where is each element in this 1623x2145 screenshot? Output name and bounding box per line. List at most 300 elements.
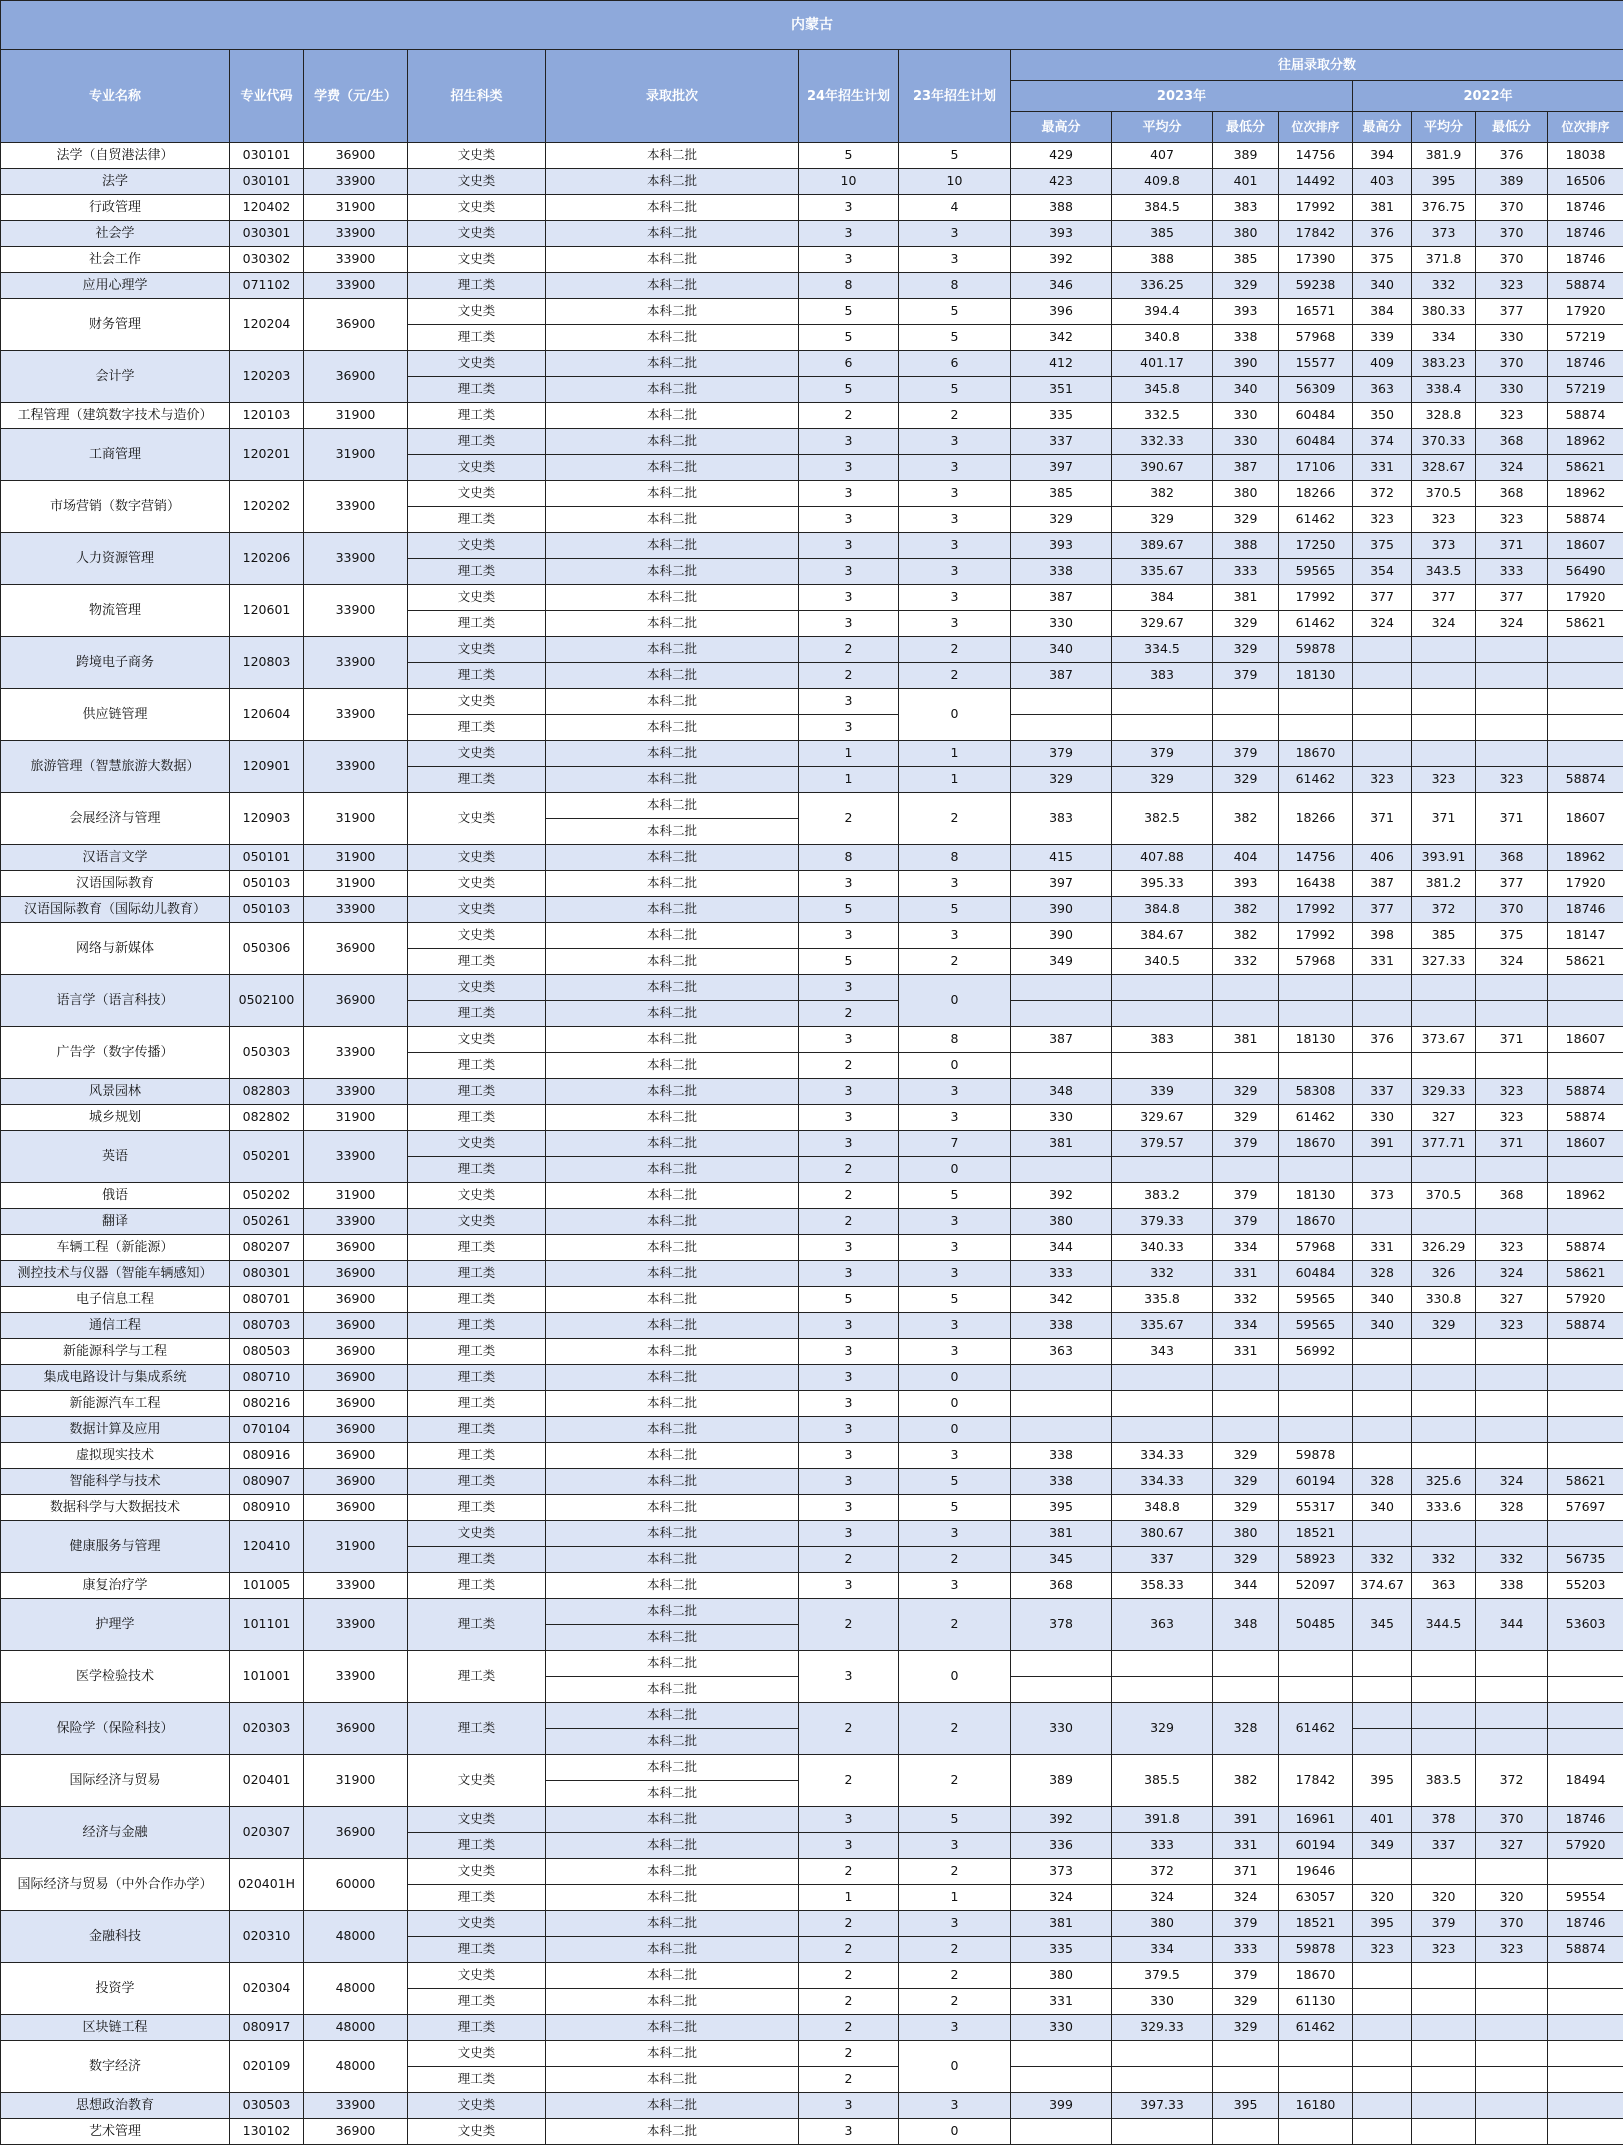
cell-2022-max [1353,1703,1412,1729]
cell-batch: 本科二批 [546,1469,799,1495]
cell-2022-min: 371 [1476,533,1548,559]
cell-2022-max: 372 [1353,481,1412,507]
cell-plan23: 0 [899,2119,1011,2145]
cell-plan24: 3 [799,871,899,897]
cell-batch: 本科二批 [546,1365,799,1391]
cell-plan23: 5 [899,1183,1011,1209]
cell-2023-rank: 61130 [1279,1989,1353,2015]
cell-plan24: 3 [799,1261,899,1287]
cell-2022-max: 339 [1353,325,1412,351]
cell-2023-max: 338 [1011,1313,1112,1339]
cell-2023-max: 396 [1011,299,1112,325]
cell-plan24: 3 [799,1651,899,1703]
cell-plan23: 3 [899,1313,1011,1339]
cell-fee: 36900 [304,2119,408,2145]
cell-2023-min: 381 [1213,585,1279,611]
cell-plan23: 3 [899,429,1011,455]
cell-fee: 33900 [304,2093,408,2119]
cell-code: 120803 [230,637,304,689]
table-row [1,1599,1623,1625]
cell-batch: 本科二批 [546,455,799,481]
cell-2023-min [1213,1053,1279,1079]
cell-2023-max: 415 [1011,845,1112,871]
cell-2023-rank [1279,2067,1353,2093]
cell-2023-max: 330 [1011,611,1112,637]
cell-batch: 本科二批 [546,481,799,507]
cell-code: 020401H [230,1859,304,1911]
cell-2022-rank: 17920 [1548,585,1623,611]
cell-2022-rank [1548,689,1623,715]
cell-fee: 36900 [304,1339,408,1365]
cell-2023-min: 380 [1213,1521,1279,1547]
cell-batch: 本科二批 [546,585,799,611]
cell-2023-rank: 18266 [1279,793,1353,845]
cell-2022-avg: 383.23 [1412,351,1476,377]
cell-2023-avg [1112,1417,1213,1443]
cell-plan23: 3 [899,481,1011,507]
cell-2023-avg: 409.8 [1112,169,1213,195]
cell-2022-min [1476,1339,1548,1365]
cell-2023-rank: 18521 [1279,1521,1353,1547]
cell-plan23: 3 [899,2015,1011,2041]
cell-category: 理工类 [408,403,546,429]
cell-2022-min: 323 [1476,403,1548,429]
cell-category: 理工类 [408,1989,546,2015]
cell-batch: 本科二批 [546,1599,799,1625]
cell-2023-rank: 18130 [1279,1027,1353,1053]
cell-fee: 36900 [304,1703,408,1755]
cell-2023-rank: 16438 [1279,871,1353,897]
cell-plan24: 1 [799,767,899,793]
cell-code: 020303 [230,1703,304,1755]
cell-2023-rank: 18670 [1279,741,1353,767]
cell-2022-rank: 18607 [1548,533,1623,559]
cell-2022-max: 363 [1353,377,1412,403]
cell-plan24: 2 [799,1183,899,1209]
cell-code: 120103 [230,403,304,429]
cell-2022-rank: 17920 [1548,299,1623,325]
cell-2022-max: 374.67 [1353,1573,1412,1599]
cell-2022-rank: 57920 [1548,1833,1623,1859]
table-body [1,143,1623,2145]
cell-category: 理工类 [408,1287,546,1313]
cell-2022-avg: 393.91 [1412,845,1476,871]
cell-category: 理工类 [408,949,546,975]
cell-fee: 33900 [304,533,408,585]
cell-2023-min: 333 [1213,559,1279,585]
table-row [1,845,1623,871]
cell-2022-rank: 18746 [1548,247,1623,273]
cell-plan23: 2 [899,949,1011,975]
cell-2022-avg: 380.33 [1412,299,1476,325]
cell-category: 文史类 [408,455,546,481]
cell-2022-max: 323 [1353,767,1412,793]
cell-plan23: 1 [899,767,1011,793]
cell-major: 集成电路设计与集成系统 [1,1365,230,1391]
cell-plan23: 4 [899,195,1011,221]
cell-2022-max [1353,1391,1412,1417]
cell-plan24: 5 [799,377,899,403]
cell-2023-avg: 340.8 [1112,325,1213,351]
cell-2022-min: 377 [1476,871,1548,897]
cell-2022-avg [1412,715,1476,741]
cell-2023-max: 383 [1011,793,1112,845]
cell-2022-rank: 18746 [1548,1807,1623,1833]
cell-2022-avg: 381.2 [1412,871,1476,897]
cell-2022-rank: 18962 [1548,481,1623,507]
cell-category: 理工类 [408,1885,546,1911]
cell-2022-min [1476,2015,1548,2041]
cell-2022-avg: 381.9 [1412,143,1476,169]
cell-plan24: 3 [799,1313,899,1339]
cell-2022-avg: 330.8 [1412,1287,1476,1313]
cell-batch: 本科二批 [546,1027,799,1053]
cell-plan23: 0 [899,975,1011,1027]
cell-plan24: 3 [799,689,899,715]
cell-2023-rank: 59878 [1279,637,1353,663]
cell-fee: 31900 [304,1105,408,1131]
cell-2023-rank: 55317 [1279,1495,1353,1521]
cell-2022-avg: 373 [1412,533,1476,559]
cell-2022-min: 370 [1476,1807,1548,1833]
cell-plan23: 0 [899,689,1011,741]
cell-plan23: 3 [899,247,1011,273]
cell-2023-avg [1112,1651,1213,1677]
cell-code: 130102 [230,2119,304,2145]
cell-plan24: 1 [799,741,899,767]
cell-major: 车辆工程（新能源） [1,1235,230,1261]
cell-plan23: 3 [899,871,1011,897]
cell-2022-max: 376 [1353,1027,1412,1053]
cell-2022-avg: 373 [1412,221,1476,247]
cell-2022-max: 375 [1353,247,1412,273]
cell-2023-max: 324 [1011,1885,1112,1911]
table-row [1,793,1623,819]
cell-fee: 36900 [304,1417,408,1443]
cell-major: 物流管理 [1,585,230,637]
cell-category: 文史类 [408,1027,546,1053]
cell-major: 艺术管理 [1,2119,230,2145]
cell-fee: 48000 [304,1963,408,2015]
cell-category: 文史类 [408,975,546,1001]
cell-major: 测控技术与仪器（智能车辆感知） [1,1261,230,1287]
cell-category: 理工类 [408,1001,546,1027]
cell-2023-min: 395 [1213,2093,1279,2119]
cell-2022-min: 324 [1476,949,1548,975]
cell-major: 人力资源管理 [1,533,230,585]
cell-2022-avg: 327.33 [1412,949,1476,975]
cell-plan24: 2 [799,1053,899,1079]
table-row [1,143,1623,169]
cell-category: 理工类 [408,1599,546,1651]
cell-2023-max: 379 [1011,741,1112,767]
cell-2023-rank: 61462 [1279,2015,1353,2041]
cell-2023-min: 385 [1213,247,1279,273]
cell-plan23: 0 [899,1417,1011,1443]
cell-2022-rank: 18746 [1548,195,1623,221]
cell-2023-rank: 16180 [1279,2093,1353,2119]
cell-fee: 48000 [304,1911,408,1963]
cell-2023-avg: 335.67 [1112,1313,1213,1339]
cell-category: 文史类 [408,1963,546,1989]
cell-2023-max [1011,2119,1112,2145]
cell-fee: 33900 [304,741,408,793]
cell-plan23: 2 [899,1703,1011,1755]
cell-batch: 本科二批 [546,1131,799,1157]
cell-2023-min: 329 [1213,611,1279,637]
cell-fee: 36900 [304,299,408,351]
cell-batch: 本科二批 [546,1547,799,1573]
cell-2023-max: 380 [1011,1963,1112,1989]
cell-category: 理工类 [408,429,546,455]
cell-2023-min [1213,1001,1279,1027]
cell-batch: 本科二批 [546,689,799,715]
cell-code: 080301 [230,1261,304,1287]
cell-2022-max: 354 [1353,559,1412,585]
cell-2023-rank: 14756 [1279,845,1353,871]
table-row [1,1755,1623,1781]
cell-2022-avg: 376.75 [1412,195,1476,221]
cell-2022-rank [1548,1443,1623,1469]
cell-2023-avg: 332.5 [1112,403,1213,429]
cell-2022-min: 370 [1476,897,1548,923]
col-major: 专业名称 [1,50,230,143]
cell-2022-avg: 320 [1412,1885,1476,1911]
cell-category: 理工类 [408,1937,546,1963]
cell-2022-rank: 18607 [1548,1027,1623,1053]
cell-batch: 本科二批 [546,1183,799,1209]
cell-2022-max: 323 [1353,1937,1412,1963]
cell-2023-rank: 17842 [1279,1755,1353,1807]
cell-fee: 33900 [304,1209,408,1235]
cell-2023-avg [1112,1365,1213,1391]
cell-2023-max: 337 [1011,429,1112,455]
cell-major: 网络与新媒体 [1,923,230,975]
cell-2022-max: 340 [1353,1287,1412,1313]
cell-2023-avg: 329.67 [1112,611,1213,637]
cell-fee: 36900 [304,351,408,403]
cell-2022-avg: 371.8 [1412,247,1476,273]
cell-2022-min [1476,663,1548,689]
cell-plan23: 3 [899,221,1011,247]
cell-category: 理工类 [408,1547,546,1573]
cell-2023-min: 331 [1213,1339,1279,1365]
cell-2023-min: 379 [1213,741,1279,767]
cell-plan23: 3 [899,455,1011,481]
cell-2022-min: 371 [1476,1131,1548,1157]
cell-2022-rank [1548,1729,1623,1755]
cell-2022-min [1476,1989,1548,2015]
cell-plan24: 2 [799,1157,899,1183]
cell-batch: 本科二批 [546,1001,799,1027]
cell-2022-max: 331 [1353,455,1412,481]
cell-2022-min [1476,1677,1548,1703]
cell-2023-rank: 52097 [1279,1573,1353,1599]
cell-major: 智能科学与技术 [1,1469,230,1495]
cell-2022-avg: 383.5 [1412,1755,1476,1807]
cell-major: 跨境电子商务 [1,637,230,689]
cell-batch: 本科二批 [546,1417,799,1443]
cell-2022-avg: 333.6 [1412,1495,1476,1521]
cell-2023-min: 393 [1213,871,1279,897]
cell-category: 文史类 [408,1521,546,1547]
cell-category: 理工类 [408,1261,546,1287]
cell-2022-max: 337 [1353,1079,1412,1105]
table-row [1,975,1623,1001]
cell-2023-rank: 17992 [1279,585,1353,611]
cell-category: 文史类 [408,793,546,845]
cell-fee: 33900 [304,273,408,299]
cell-2023-min: 390 [1213,351,1279,377]
cell-2022-avg [1412,1521,1476,1547]
cell-plan23: 2 [899,1989,1011,2015]
cell-category: 文史类 [408,195,546,221]
cell-2022-rank [1548,663,1623,689]
cell-major: 新能源汽车工程 [1,1391,230,1417]
cell-code: 120206 [230,533,304,585]
cell-batch: 本科二批 [546,507,799,533]
cell-code: 080710 [230,1365,304,1391]
table-row [1,221,1623,247]
cell-category: 文史类 [408,1755,546,1807]
cell-code: 020310 [230,1911,304,1963]
cell-2022-min: 368 [1476,481,1548,507]
cell-category: 文史类 [408,169,546,195]
cell-2023-max: 380 [1011,1209,1112,1235]
cell-batch: 本科二批 [546,1677,799,1703]
cell-plan24: 3 [799,1365,899,1391]
cell-2023-min: 379 [1213,1131,1279,1157]
cell-batch: 本科二批 [546,1833,799,1859]
cell-2023-avg: 334.5 [1112,637,1213,663]
table-row [1,1443,1623,1469]
cell-plan24: 5 [799,325,899,351]
cell-plan23: 6 [899,351,1011,377]
cell-2022-max: 373 [1353,1183,1412,1209]
cell-2022-max: 323 [1353,507,1412,533]
cell-major: 语言学（语言科技） [1,975,230,1027]
col-2022-max: 最高分 [1353,112,1412,143]
cell-2023-avg: 333 [1112,1833,1213,1859]
cell-2022-max [1353,1963,1412,1989]
cell-code: 050103 [230,871,304,897]
cell-2023-max: 329 [1011,767,1112,793]
cell-2022-min [1476,741,1548,767]
table-row [1,741,1623,767]
cell-2023-max: 330 [1011,2015,1112,2041]
cell-batch: 本科二批 [546,533,799,559]
cell-category: 理工类 [408,2015,546,2041]
cell-code: 030302 [230,247,304,273]
cell-2022-avg: 343.5 [1412,559,1476,585]
cell-2023-max [1011,1001,1112,1027]
cell-plan23: 3 [899,1235,1011,1261]
cell-2022-avg: 324 [1412,611,1476,637]
cell-major: 保险学（保险科技） [1,1703,230,1755]
cell-2023-min: 329 [1213,1547,1279,1573]
cell-2023-avg: 324 [1112,1885,1213,1911]
cell-2023-max: 378 [1011,1599,1112,1651]
cell-2023-rank: 58923 [1279,1547,1353,1573]
cell-2023-min: 340 [1213,377,1279,403]
cell-2023-rank [1279,1677,1353,1703]
cell-2023-max [1011,715,1112,741]
cell-2022-min: 323 [1476,1235,1548,1261]
cell-2022-avg: 334 [1412,325,1476,351]
cell-2023-avg: 397.33 [1112,2093,1213,2119]
cell-major: 国际经济与贸易（中外合作办学） [1,1859,230,1911]
cell-category: 文史类 [408,1131,546,1157]
cell-2022-max [1353,2067,1412,2093]
cell-2023-min: 344 [1213,1573,1279,1599]
cell-code: 020304 [230,1963,304,2015]
cell-2022-min [1476,1157,1548,1183]
cell-2022-rank [1548,1391,1623,1417]
cell-plan23: 5 [899,1495,1011,1521]
cell-plan23: 3 [899,1105,1011,1131]
cell-code: 080503 [230,1339,304,1365]
cell-2022-avg [1412,1053,1476,1079]
cell-plan24: 3 [799,1027,899,1053]
col-fee: 学费（元/生） [304,50,408,143]
cell-batch: 本科二批 [546,1105,799,1131]
cell-2023-avg: 335.8 [1112,1287,1213,1313]
cell-code: 101101 [230,1599,304,1651]
cell-plan23: 5 [899,299,1011,325]
cell-plan24: 3 [799,1131,899,1157]
cell-batch: 本科二批 [546,871,799,897]
cell-2023-max [1011,1677,1112,1703]
cell-plan23: 7 [899,1131,1011,1157]
cell-2022-avg [1412,2041,1476,2067]
cell-2023-avg [1112,2041,1213,2067]
cell-2023-max: 381 [1011,1911,1112,1937]
cell-2022-max: 395 [1353,1755,1412,1807]
cell-plan23: 8 [899,273,1011,299]
cell-2022-max: 387 [1353,871,1412,897]
cell-batch: 本科二批 [546,221,799,247]
cell-2023-min [1213,1651,1279,1677]
cell-2022-avg [1412,1417,1476,1443]
cell-2022-rank [1548,1677,1623,1703]
cell-2022-avg: 371 [1412,793,1476,845]
cell-2023-rank [1279,2119,1353,2145]
cell-category: 文史类 [408,1911,546,1937]
cell-code: 050303 [230,1027,304,1079]
cell-2022-max: 324 [1353,611,1412,637]
cell-plan24: 8 [799,273,899,299]
cell-2022-avg: 337 [1412,1833,1476,1859]
cell-2022-max [1353,1417,1412,1443]
cell-2022-min: 377 [1476,585,1548,611]
cell-category: 理工类 [408,715,546,741]
table-row [1,403,1623,429]
cell-2023-min [1213,975,1279,1001]
cell-major: 数字经济 [1,2041,230,2093]
table-row [1,871,1623,897]
cell-fee: 36900 [304,1469,408,1495]
cell-2023-avg: 379.57 [1112,1131,1213,1157]
cell-2023-min: 380 [1213,221,1279,247]
cell-batch: 本科二批 [546,1339,799,1365]
cell-code: 120201 [230,429,304,481]
cell-fee: 31900 [304,871,408,897]
cell-2023-avg: 330 [1112,1989,1213,2015]
cell-2022-min: 323 [1476,1313,1548,1339]
cell-plan23: 5 [899,377,1011,403]
cell-category: 理工类 [408,1391,546,1417]
cell-2022-avg: 373.67 [1412,1027,1476,1053]
